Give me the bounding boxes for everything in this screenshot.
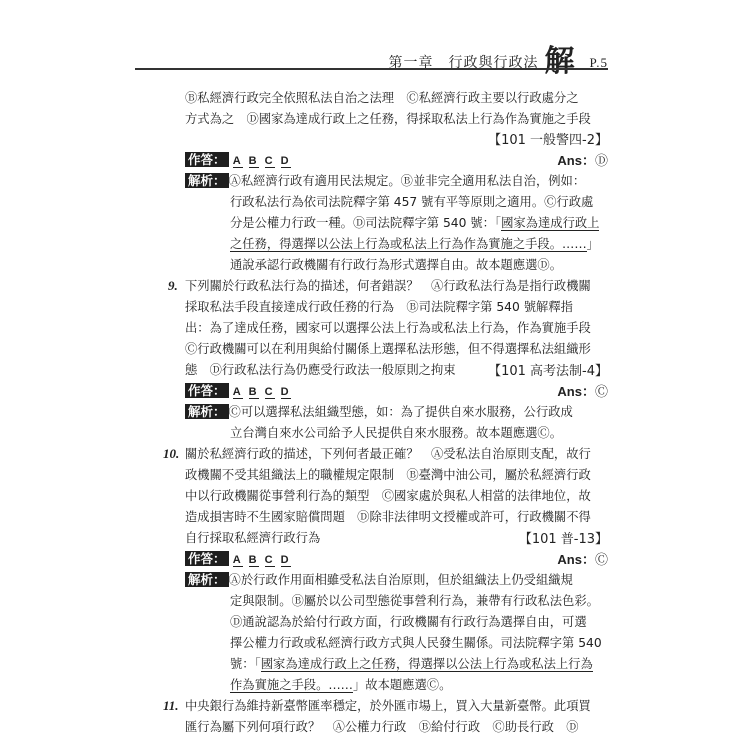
question-text: 自行採取私經濟行政行為 [185, 531, 321, 545]
page-header [388, 36, 608, 80]
chapter-title: 第一章 行政與行政法 [388, 55, 539, 71]
text-line: Ⓓ通說認為於給付行政方面，行政機關有行政行為選擇自由，可選 [230, 615, 587, 629]
text-line: 作為實施之手段。……」故本題應選Ⓒ。 [230, 678, 452, 692]
question-text: 匯行為屬下列何項行政？ Ⓐ公權力行政 Ⓑ給付行政 Ⓒ助長行政 Ⓓ [185, 720, 579, 734]
question-text: 中央銀行為維持新臺幣匯率穩定，於外匯市場上，買入大量新臺幣。此項買 [185, 699, 591, 713]
answer-options: A B C D [232, 554, 291, 566]
answer-options: A B C D [232, 386, 291, 398]
explanation-row: 解析： Ⓐ於行政作用面相雖受私法自治原則，但於組織法上仍受組織規 [185, 570, 573, 591]
question-text: 採取私法手段直接達成行政任務的行為 Ⓑ司法院釋字第 540 號解釋指 [185, 300, 573, 314]
source-ref: 【101 一般警四-2】 [488, 133, 608, 148]
text-line: 定與限制。Ⓑ屬於以公司型態從事營利行為，兼帶有行政私法色彩。 [230, 594, 599, 608]
answer-key: Ans：Ⓓ [557, 153, 608, 169]
explanation-row: 解析： Ⓐ私經濟行政有適用民法規定。Ⓑ並非完全適用私法自治，例如： [185, 171, 585, 192]
answer-tag: 作答： [185, 383, 229, 398]
source-ref: 【101 高考法制-4】 [488, 364, 608, 379]
source-ref: 【101 普-13】 [518, 532, 608, 547]
question-text: 中以行政機關從事營利行為的類型 Ⓒ國家處於與私人相當的法律地位，故 [185, 489, 591, 503]
question-text: 造成損害時不生國家賠償問題 Ⓓ除非法律明文授權或許可，行政機關不得 [185, 510, 591, 524]
answer-tag: 作答： [185, 551, 229, 566]
explanation-tag: 解析： [185, 173, 229, 188]
question-text: 關於私經濟行政的描述，下列何者最正確？ Ⓐ受私法自治原則支配，故行 [185, 447, 591, 461]
text-line: Ⓑ私經濟行政完全依照私法自治之法理 Ⓒ私經濟行政主要以行政處分之 [185, 91, 579, 105]
question-text: 出：為了達成任務，國家可以選擇公法上行為或私法上行為，作為實施手段 [185, 321, 591, 335]
header-rule [135, 68, 608, 70]
text-line: 分是公權力行政一種。Ⓓ司法院釋字第 540 號：「國家為達成行政上 [230, 216, 600, 230]
answer-key: Ans：Ⓒ [557, 384, 608, 400]
answer-row [185, 150, 297, 171]
explanation-tag: 解析： [185, 404, 229, 419]
answer-row [185, 549, 297, 570]
question-text: 政機關不受其組織法上的職權規定限制 Ⓑ臺灣中油公司，屬於私經濟行政 [185, 468, 591, 482]
answer-tag: 作答： [185, 152, 229, 167]
text-line: 行政私法行為依司法院釋字第 457 號有平等原則之適用。Ⓒ行政處 [230, 195, 594, 209]
answer-row [185, 381, 297, 402]
text-line: 立台灣自來水公司給予人民提供自來水服務。故本題應選Ⓒ。 [230, 426, 563, 440]
explanation-tag: 解析： [185, 572, 229, 587]
answer-options: A B C D [232, 155, 291, 167]
page-number: P.5 [589, 55, 608, 70]
text-line: 號：「國家為達成行政上之任務，得選擇以公法上行為或私法上行為 [230, 657, 593, 671]
question-number: 11. [163, 698, 179, 713]
question-text: Ⓒ行政機關可以在利用與給付關係上選擇私法形態，但不得選擇私法組織形 [185, 342, 591, 356]
text-line: 方式為之 Ⓓ國家為達成行政上之任務，得採取私法上行為作為實施之手段 [185, 112, 591, 126]
question-text: 下列關於行政私法行為的描述，何者錯誤？ Ⓐ行政私法行為是指行政機關 [185, 279, 591, 293]
header-big-char: 解 [544, 44, 576, 79]
text-line: 之任務，得選擇以公法上行為或私法上行為作為實施之手段。……」 [230, 237, 599, 251]
question-text: 態 Ⓓ行政私法行為仍應受行政法一般原則之拘束 [185, 363, 456, 377]
answer-key: Ans：Ⓒ [557, 552, 608, 568]
question-number: 10. [163, 446, 180, 461]
text-line: 擇公權力行政或私經濟行政方式與人民發生關係。司法院釋字第 540 [230, 636, 602, 650]
text-line: 通說承認行政機關有行政行為形式選擇自由。故本題應選Ⓓ。 [230, 258, 563, 272]
question-number: 9. [168, 278, 178, 293]
explanation-row: 解析： Ⓒ可以選擇私法組織型態，如：為了提供自來水服務，公行政成 [185, 402, 573, 423]
